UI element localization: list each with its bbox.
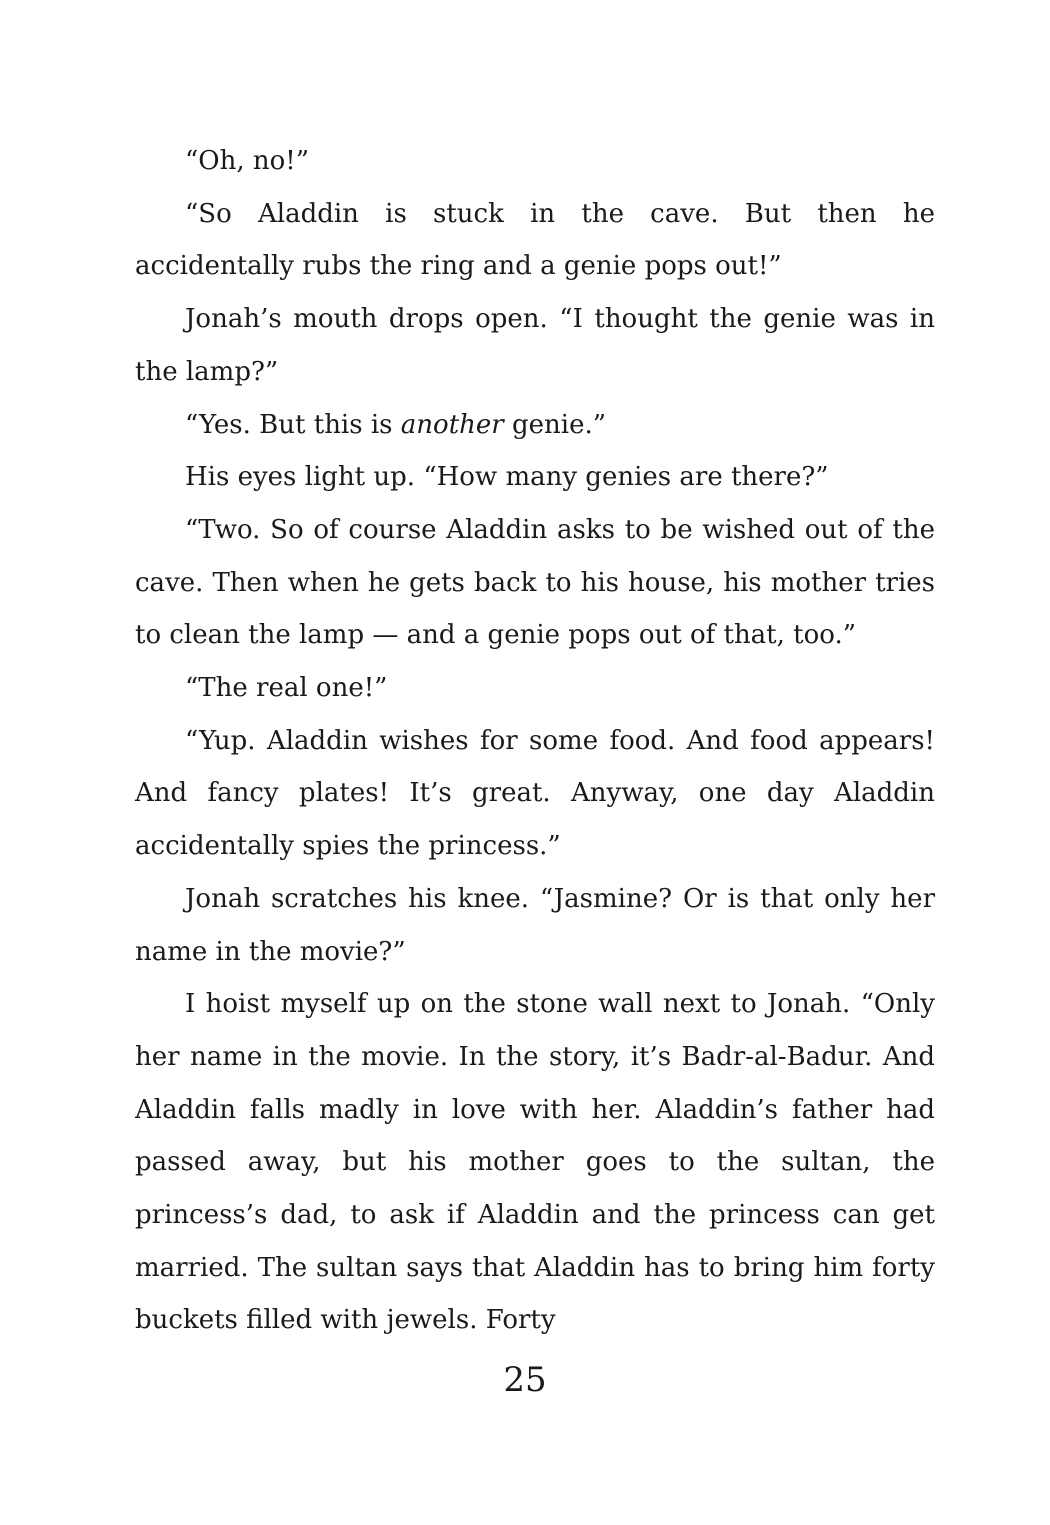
body-text — [135, 135, 935, 1347]
paragraph-text: “Yes. But this is — [185, 409, 401, 440]
paragraph — [135, 399, 935, 452]
paragraph: “Yup. Aladdin wishes for some food. And food appears! And fancy plates! It’s great. Anyway, one day Aladdin accidentally spies the princess.” — [135, 725, 935, 862]
paragraph-text: genie.” — [503, 409, 607, 440]
paragraph: “The real one!” — [185, 673, 388, 704]
paragraph: Jonah scratches his knee. “Jasmine? Or is that only her name in the movie?” — [135, 883, 935, 967]
paragraph: “Two. So of course Aladdin asks to be wished out of the cave. Then when he gets back to his house, his mother tries to clean the lamp — and a genie pops out of that, too.” — [135, 514, 935, 651]
page-number: 25 — [503, 1360, 547, 1400]
italic-word: another — [400, 409, 504, 440]
paragraph: Jonah’s mouth drops open. “I thought the genie was in the lamp?” — [135, 304, 935, 387]
paragraph: “So Aladdin is stuck in the cave. But then he accidentally rubs the ring and a genie pops out!” — [135, 198, 935, 282]
paragraph: I hoist myself up on the stone wall next to Jonah. “Only her name in the movie. In the story, it’s Badr-al-Badur. And Aladdin falls madly in love with her. Aladdin’s father had passed away, but his mother goes to the sultan, the princess’s dad, to ask if Aladdin and the princess can get married. The sultan says that Aladdin has to bring him forty buckets filled with jewels. Forty — [135, 989, 935, 1336]
paragraph: “Oh, no!” — [185, 146, 310, 176]
paragraph: His eyes light up. “How many genies are there?” — [185, 462, 829, 493]
